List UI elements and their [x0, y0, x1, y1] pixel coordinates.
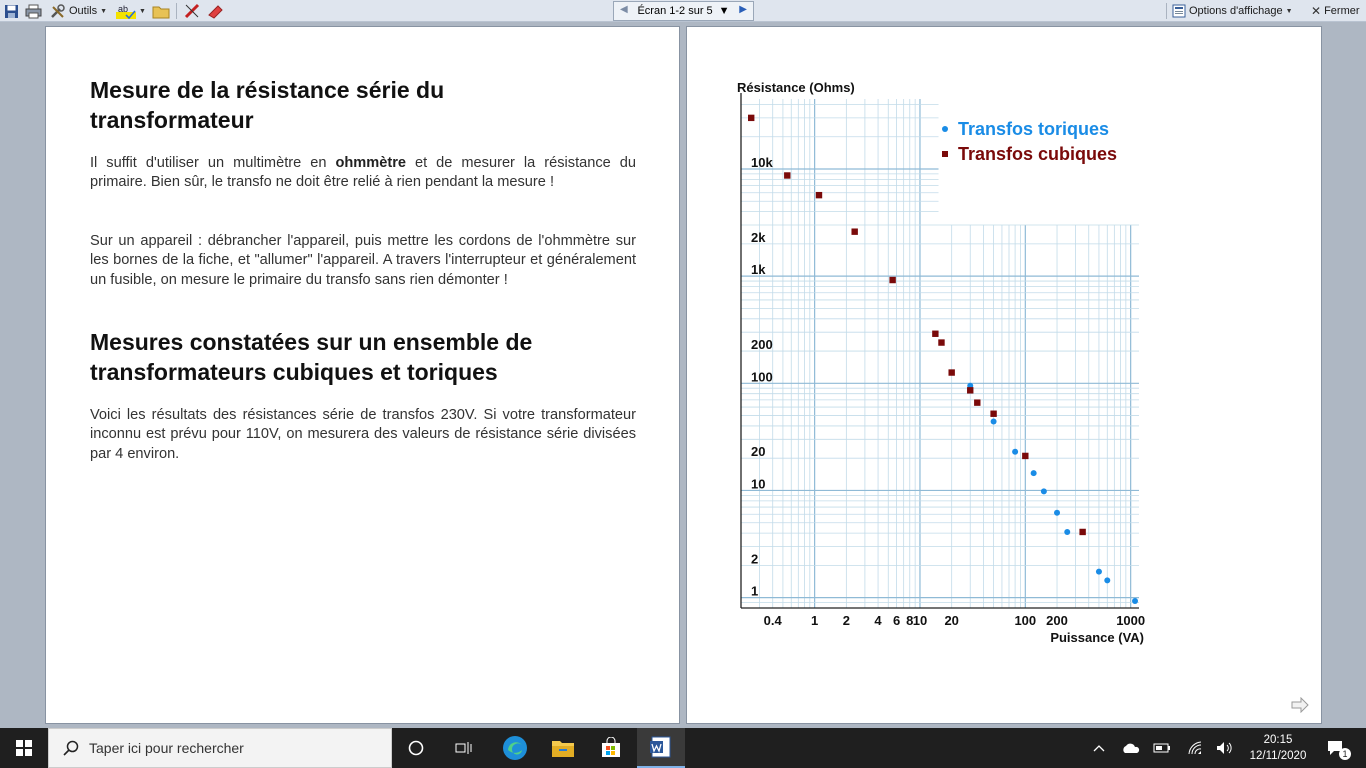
x-tick-label: 1000 — [1116, 613, 1146, 628]
spelling-menu[interactable] — [116, 2, 146, 20]
legend-label: Transfos toriques — [958, 119, 1110, 139]
data-point-cubic — [938, 339, 944, 345]
windows-logo-icon — [16, 740, 32, 756]
legend-marker — [942, 126, 948, 132]
data-point-cubic — [974, 399, 980, 405]
data-point-toroidal — [1031, 470, 1037, 476]
y-axis-title: Résistance (Ohms) — [737, 80, 855, 95]
search-icon — [63, 740, 79, 756]
data-point-cubic — [967, 387, 973, 393]
x-tick-label: 0.4 — [763, 613, 782, 628]
y-tick-label: 1k — [751, 262, 766, 278]
x-tick-label: 1 — [811, 613, 819, 628]
toolbar-divider — [176, 3, 177, 19]
save-icon[interactable] — [4, 2, 19, 20]
view-options-icon — [1172, 4, 1186, 18]
section-heading: Mesures constatées sur un ensemble de transformateurs cubiques et toriques — [90, 329, 533, 385]
data-point-cubic — [1079, 529, 1085, 535]
view-options-label: Options d'affichage — [1189, 5, 1283, 17]
right-page — [686, 26, 1322, 724]
search-placeholder: Taper ici pour rechercher — [89, 740, 244, 756]
paragraph — [90, 154, 636, 193]
data-point-cubic — [784, 172, 790, 178]
data-point-cubic — [748, 115, 754, 121]
data-point-cubic — [851, 228, 857, 234]
y-tick-label: 1 — [751, 583, 759, 599]
legend-marker — [942, 151, 948, 157]
edge-browser-icon[interactable] — [491, 728, 539, 768]
chevron-down-icon: ▼ — [1285, 7, 1293, 15]
cortana-icon[interactable] — [392, 728, 440, 768]
tools-icon — [50, 4, 66, 19]
data-point-cubic — [816, 192, 822, 198]
y-tick-label: 20 — [751, 444, 766, 460]
reading-toolbar — [0, 0, 1366, 22]
section-heading: Mesure de la résistance série du transformateur — [90, 77, 445, 133]
word-icon — [649, 736, 673, 758]
battery-icon[interactable] — [1150, 728, 1174, 768]
chevron-down-icon: ▼ — [139, 7, 146, 15]
wifi-icon[interactable] — [1182, 728, 1208, 768]
taskbar-search-box[interactable] — [48, 728, 392, 768]
x-tick-label: 6 — [892, 613, 901, 628]
x-tick-label: 2 — [842, 613, 850, 628]
folder-icon[interactable] — [152, 2, 170, 20]
x-tick-label: 4 — [874, 613, 882, 628]
bold-term: ohmmètre — [335, 155, 407, 171]
chevron-down-icon: ▼ — [100, 7, 108, 15]
paragraph-text: Il suffit d'utiliser un multimètre en — [90, 155, 336, 171]
spelling-icon — [116, 3, 136, 19]
close-button-label: Fermer — [1324, 5, 1360, 17]
paragraph: Sur un appareil : débrancher l'appareil, puis mettre les cordons de l'ohmmètre sur les bornes de la fiche, et "allumer" l'appareil. A travers l'interrupteur et généralement un fusible, on mesure le primaire du transfo sans rien démonter ! — [90, 233, 636, 288]
left-page — [45, 26, 680, 724]
screen-navigator-label: Écran 1-2 sur 5 — [637, 5, 713, 17]
data-point-cubic — [932, 331, 938, 337]
tools-menu-label: Outils — [69, 5, 98, 17]
next-screen-icon[interactable]: ▶ — [739, 4, 747, 15]
data-point-toroidal — [1041, 488, 1047, 494]
x-tick-label: 8 — [906, 613, 914, 628]
data-point-toroidal — [1012, 449, 1018, 455]
y-tick-label: 10 — [751, 476, 766, 492]
x-tick-label: 100 — [1014, 613, 1037, 628]
clock-date: 12/11/2020 — [1249, 750, 1307, 762]
paragraph: Voici les résultats des résistances série de transfos 230V. Si votre transformateur inconnu est prévu pour 110V, on mesurera des valeurs de résistance série divisées par 4 environ. — [90, 407, 636, 462]
taskbar-clock[interactable] — [1244, 732, 1312, 764]
data-point-toroidal — [1132, 598, 1138, 604]
close-icon: ✕ — [1311, 4, 1322, 18]
close-button[interactable] — [1311, 2, 1360, 20]
x-tick-label: 20 — [944, 613, 959, 628]
clock-time: 20:15 — [1263, 734, 1293, 746]
show-hidden-icons-icon[interactable] — [1088, 728, 1110, 768]
screen-navigator — [613, 1, 754, 21]
previous-screen-icon[interactable]: ◀ — [620, 4, 628, 15]
volume-icon[interactable] — [1212, 728, 1238, 768]
svg-text:ab: ab — [118, 4, 129, 14]
data-point-toroidal — [1104, 577, 1110, 583]
x-tick-label: 200 — [1046, 613, 1068, 628]
y-tick-label: 10k — [751, 154, 773, 170]
data-point-toroidal — [1064, 529, 1070, 535]
data-point-cubic — [990, 411, 996, 417]
y-tick-label: 2k — [751, 229, 766, 245]
next-page-arrow-icon[interactable] — [1291, 697, 1309, 713]
paragraph-text: et de mesurer la résistance du primaire. Bien sûr, le transfo ne doit être relié à rien pendant la mesure ! — [90, 155, 636, 191]
resistance-vs-power-chart — [687, 27, 1323, 725]
data-point-cubic — [1022, 453, 1028, 459]
toolbar-divider — [1166, 3, 1167, 19]
y-tick-label: 100 — [751, 369, 773, 385]
y-tick-label: 2 — [751, 551, 759, 567]
task-view-icon[interactable] — [440, 728, 488, 768]
print-icon[interactable] — [25, 2, 42, 20]
data-point-toroidal — [991, 419, 997, 425]
x-tick-label: 10 — [912, 613, 928, 628]
notification-center-button[interactable] — [1318, 728, 1354, 768]
x-axis-title: Puissance (VA) — [1050, 630, 1144, 645]
file-explorer-icon[interactable] — [539, 728, 587, 768]
view-options-menu[interactable] — [1172, 2, 1293, 20]
onedrive-icon[interactable] — [1118, 728, 1144, 768]
data-point-cubic — [948, 369, 954, 375]
word-taskbar-button[interactable] — [637, 728, 685, 768]
data-point-toroidal — [1054, 510, 1060, 516]
track-changes-icon[interactable] — [184, 2, 202, 20]
tools-menu[interactable] — [50, 2, 107, 20]
eraser-icon[interactable] — [206, 2, 224, 20]
start-button[interactable] — [0, 728, 48, 768]
legend-label: Transfos cubiques — [958, 144, 1118, 164]
chevron-down-icon[interactable]: ▼ — [718, 5, 730, 17]
data-point-cubic — [889, 277, 895, 283]
data-point-toroidal — [1096, 569, 1102, 575]
store-icon[interactable] — [587, 728, 635, 768]
notification-count: 1 — [1339, 748, 1351, 760]
windows-taskbar — [0, 728, 1366, 768]
y-tick-label: 200 — [751, 337, 773, 353]
